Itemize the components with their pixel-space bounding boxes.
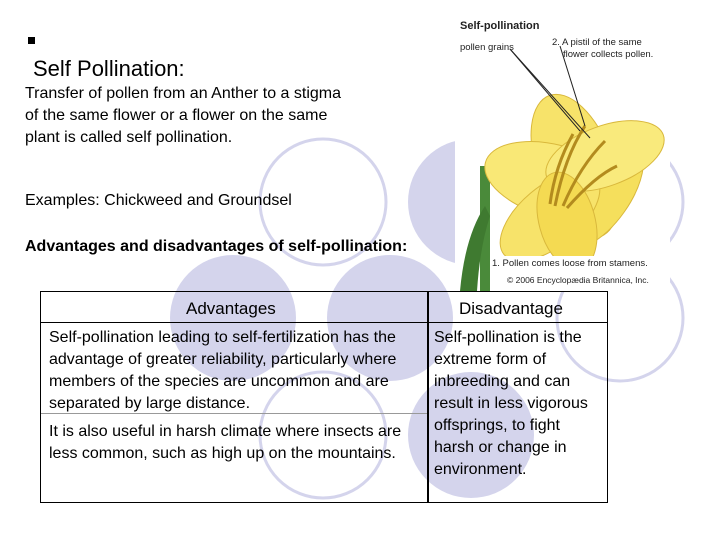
column-divider [427, 292, 429, 502]
flower-figure [455, 16, 670, 291]
figure-label-pistil-2: flower collects pollen. [563, 49, 654, 60]
figure-copyright: © 2006 Encyclopædia Britannica, Inc. [507, 275, 649, 285]
header-disadvantage: Disadvantage [459, 299, 563, 318]
header-divider [41, 322, 607, 323]
figure-label-pistil-1: 2. A pistil of the same [552, 37, 642, 48]
slide-title: Self Pollination: [33, 56, 185, 81]
examples-text: Examples: Chickweed and Groundsel [25, 192, 292, 209]
figure-label-stamens: 1. Pollen comes loose from stamens. [492, 258, 648, 269]
advantage-cell-2: It is also useful in harsh climate where insects are less common, such as high up on the mountains. [49, 423, 402, 462]
figure-heading: Self-pollination [460, 20, 540, 32]
bullet-marker [28, 37, 35, 44]
definition-text: Transfer of pollen from an Anther to a stigma of the same flower or a flower on the same plant is called self pollination. [25, 85, 342, 146]
advantages-heading: Advantages and disadvantages of self-pollination: [25, 238, 408, 255]
figure-label-pollen: pollen grains [460, 42, 514, 53]
advantage-cell-1: Self-pollination leading to self-fertilization has the advantage of greater reliability, particularly where members of the species are uncommon and are separated by large distance. [49, 329, 397, 412]
header-advantages: Advantages [186, 299, 276, 318]
disadvantage-cell: Self-pollination is the extreme form of inbreeding and can result in less vigorous offsprings, to fight harsh or change in environment. [434, 329, 588, 478]
pros-cons-table [40, 291, 608, 503]
